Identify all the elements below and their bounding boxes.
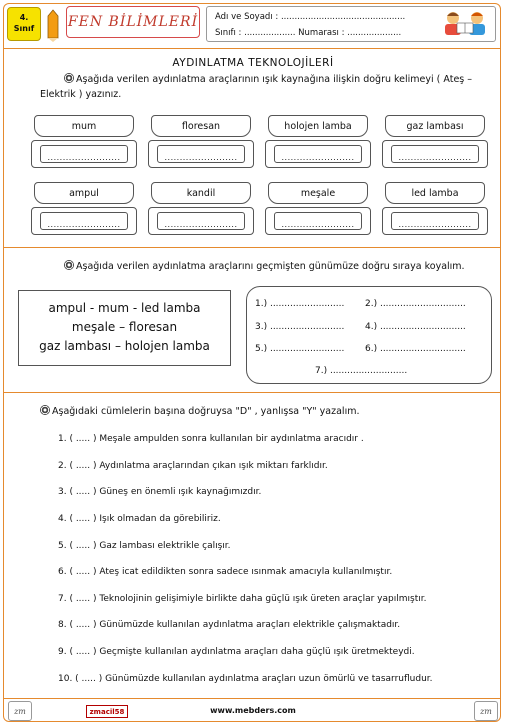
answer-field[interactable]: ........................ — [157, 145, 245, 163]
statement: 2. ( ..... ) Aydınlatma araçlarından çıkan ışık miktarı farklıdır. — [58, 461, 328, 471]
order-slot[interactable]: 6.) .............................. — [365, 344, 466, 354]
item-label: gaz lambası — [385, 115, 485, 137]
answer-box[interactable] — [31, 140, 137, 168]
item-label: kandil — [151, 182, 251, 204]
section3-instruction — [40, 405, 359, 419]
tools-list-line: ampul - mum - led lamba — [48, 301, 201, 315]
subject-title: FEN BİLİMLERİ — [66, 6, 200, 38]
statement: 3. ( ..... ) Güneş en önemli ışık kaynağımızdır. — [58, 487, 262, 497]
section2-instruction-text: Aşağıda verilen aydınlatma araçlarını geçmişten günümüze doğru sıraya koyalım. — [76, 261, 465, 272]
footer-site[interactable]: www.mebders.com — [210, 706, 296, 715]
statement: 6. ( ..... ) Ateş icat edildikten sonra sadece ısınmak amacıyla kullanılmıştır. — [58, 567, 393, 577]
pencil-icon — [44, 8, 62, 42]
class-line[interactable]: Sınıfı : ................... Numarası : .................... — [215, 28, 402, 38]
tools-list-line: meşale – floresan — [71, 320, 178, 334]
order-slot[interactable]: 1.) .......................... — [255, 299, 345, 309]
answer-box[interactable] — [265, 207, 371, 235]
tools-list-box — [18, 290, 231, 366]
section1-instruction-line1: Aşağıda verilen aydınlatma araçlarının ışık kaynağına ilişkin doğru kelimeyi ( Ateş – — [76, 74, 473, 85]
order-slot[interactable]: 5.) .......................... — [255, 344, 345, 354]
item-label: meşale — [268, 182, 368, 204]
section-divider — [3, 247, 501, 248]
bullet-icon — [64, 260, 74, 270]
item-label: mum — [34, 115, 134, 137]
bullet-icon — [40, 405, 50, 415]
answer-field[interactable]: ........................ — [391, 212, 479, 230]
item-label: floresan — [151, 115, 251, 137]
statement: 7. ( ..... ) Teknolojinin gelişimiyle birlikte daha güçlü ışık üreten araçlar yapılmıştır. — [58, 594, 427, 604]
order-slot[interactable]: 7.) ........................... — [315, 366, 408, 376]
section1-instruction-line2: Elektrik ) yazınız. — [40, 89, 122, 100]
grade-word: Sınıf — [13, 24, 35, 33]
statement: 5. ( ..... ) Gaz lambası elektrikle çalışır. — [58, 541, 231, 551]
footer-code: zmacil58 — [86, 705, 128, 718]
name-line[interactable]: Adı ve Soyadı : .............................................. — [215, 12, 406, 22]
tools-list-line: gaz lambası – holojen lamba — [39, 339, 210, 353]
answer-field[interactable]: ........................ — [274, 145, 362, 163]
statement: 9. ( ..... ) Geçmişte kullanılan aydınlatma araçları daha güçlü ışık üretmekteydi. — [58, 647, 415, 657]
header-divider — [3, 48, 501, 49]
item-label: led lamba — [385, 182, 485, 204]
answer-field[interactable]: ........................ — [157, 212, 245, 230]
answer-field[interactable]: ........................ — [40, 145, 128, 163]
section1-instruction — [64, 73, 494, 87]
statement: 4. ( ..... ) Işık olmadan da görebiliriz. — [58, 514, 221, 524]
item-label: ampul — [34, 182, 134, 204]
order-slot[interactable]: 3.) .......................... — [255, 322, 345, 332]
footer-logo-left: zm — [8, 701, 32, 721]
answer-box[interactable] — [382, 207, 488, 235]
grade-badge — [7, 7, 41, 41]
statement: 1. ( ..... ) Meşale ampulden sonra kullanılan bir aydınlatma aracıdır . — [58, 434, 364, 444]
answer-field[interactable]: ........................ — [391, 145, 479, 163]
answer-field[interactable]: ........................ — [40, 212, 128, 230]
statement: 8. ( ..... ) Günümüzde kullanılan aydınlatma araçları elektrikle çalışmaktadır. — [58, 620, 401, 630]
footer-logo-right: zm — [474, 701, 498, 721]
answer-box[interactable] — [31, 207, 137, 235]
item-label: holojen lamba — [268, 115, 368, 137]
student-info-box — [206, 6, 496, 42]
order-slot[interactable]: 2.) .............................. — [365, 299, 466, 309]
footer-divider — [3, 698, 501, 699]
page-title: AYDINLATMA TEKNOLOJİLERİ — [172, 57, 334, 69]
statement: 10. ( ..... ) Günümüzde kullanılan aydınlatma araçları uzun ömürlü ve tasarrufludur. — [58, 674, 433, 684]
bullet-icon — [64, 73, 74, 83]
order-answer-box — [246, 286, 492, 384]
section-divider — [3, 392, 501, 393]
answer-field[interactable]: ........................ — [274, 212, 362, 230]
kids-reading-icon — [439, 9, 493, 39]
answer-box[interactable] — [382, 140, 488, 168]
answer-box[interactable] — [148, 140, 254, 168]
grade-number: 4. — [19, 13, 29, 22]
section3-instruction-text: Aşağıdaki cümlelerin başına doğruysa "D" , yanlışsa "Y" yazalım. — [52, 406, 360, 417]
answer-box[interactable] — [265, 140, 371, 168]
order-slot[interactable]: 4.) .............................. — [365, 322, 466, 332]
section2-instruction — [64, 260, 465, 274]
answer-box[interactable] — [148, 207, 254, 235]
